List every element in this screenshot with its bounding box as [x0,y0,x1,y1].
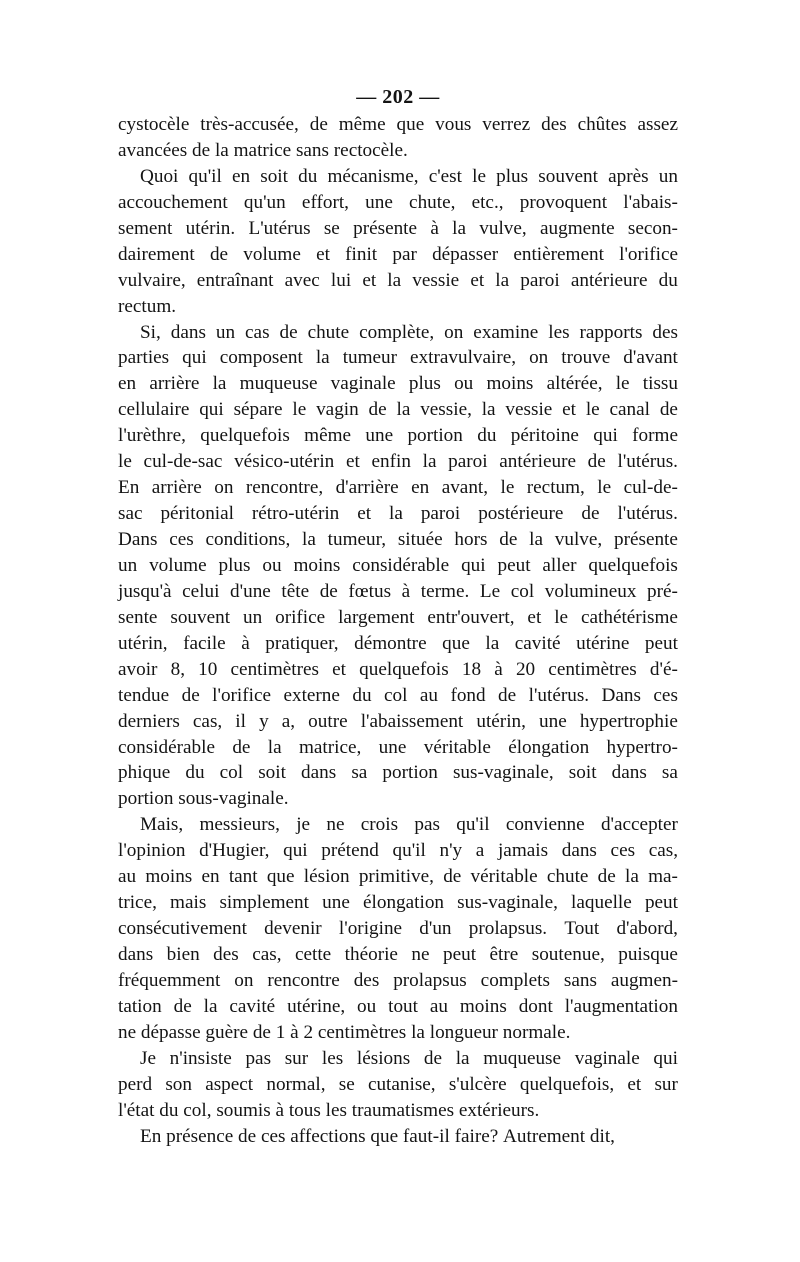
text-line: derniers cas, il y a, outre l'abaissement utérin, une hypertrophie [118,710,678,732]
text-line: l'état du col, soumis à tous les traumatismes extérieurs. [118,1099,540,1121]
text-line: trice, mais simplement une élongation sus-vaginale, laquelle peut [118,892,678,914]
text-line: un volume plus ou moins considérable qui peut aller quelquefois [118,554,678,576]
text-line: dans bien des cas, cette théorie ne peut être soutenue, puisque [118,944,678,965]
text-line: accouchement qu'un effort, une chute, etc., provoquent l'abais- [118,191,678,213]
text-line: sement utérin. L'utérus se présente à la vulve, augmente secon- [118,217,678,239]
text-line: Si, dans un cas de chute complète, on examine les rapports des [140,321,678,343]
text-line: Quoi qu'il en soit du mécanisme, c'est le plus souvent après un [140,165,678,187]
text-line: dairement de volume et finit par dépasser entièrement l'orifice [118,243,678,265]
text-line: l'opinion d'Hugier, qui prétend qu'il n'y a jamais dans ces cas, [118,840,678,862]
text-line: avoir 8, 10 centimètres et quelquefois 18 à 20 centimètres d'é- [118,658,678,680]
paragraph [118,320,678,813]
text-line: cellulaire qui sépare le vagin de la vessie, la vessie et le canal de [118,399,678,421]
paragraph [118,812,678,1045]
text-line: En arrière on rencontre, d'arrière en avant, le rectum, le cul-de- [118,477,678,499]
paragraph [118,164,678,320]
text-line: Dans ces conditions, la tumeur, située hors de la vulve, présente [118,529,678,550]
text-line: considérable de la matrice, une véritable élongation hypertro- [118,736,678,758]
text-line: vulvaire, entraînant avec lui et la vessie et la paroi antérieure du [118,269,678,291]
text-line: En présence de ces affections que faut-il faire? Autrement dit, [140,1125,615,1147]
text-line: Je n'insiste pas sur les lésions de la muqueuse vaginale qui [140,1047,678,1069]
text-line: sente souvent un orifice largement entr'ouvert, et le cathétérisme [118,606,678,628]
text-line: portion sous-vaginale. [118,788,289,810]
text-line: Mais, messieurs, je ne crois pas qu'il convienne d'accepter [140,814,678,836]
page-number: — 202 — [356,86,440,108]
text-line: cystocèle très-accusée, de même que vous verrez des chûtes assez [118,114,678,135]
text-line: utérin, facile à pratiquer, démontre que la cavité utérine peut [118,632,678,654]
text-line: en arrière la muqueuse vaginale plus ou moins altérée, le tissu [118,373,678,395]
text-line: rectum. [118,295,177,317]
text-line: ne dépasse guère de 1 à 2 centimètres la longueur normale. [118,1021,571,1043]
text-line: phique du col soit dans sa portion sus-vaginale, soit dans sa [118,762,678,784]
text-line: tendue de l'orifice externe du col au fond de l'utérus. Dans ces [118,684,678,706]
text-line: sac péritonial rétro-utérin et la paroi postérieure de l'utérus. [118,503,678,525]
text-body [118,112,678,1150]
book-page [118,82,678,1150]
text-line: fréquemment on rencontre des prolapsus complets sans augmen- [118,969,678,991]
paragraph [118,112,678,164]
text-line: le cul-de-sac vésico-utérin et enfin la paroi antérieure de l'utérus. [118,451,678,473]
text-line: perd son aspect normal, se cutanise, s'ulcère quelquefois, et sur [118,1073,678,1095]
text-line: parties qui composent la tumeur extravulvaire, on trouve d'avant [118,347,678,369]
paragraph [118,1124,678,1150]
text-line: au moins en tant que lésion primitive, de véritable chute de la ma- [118,866,678,888]
text-line: jusqu'à celui d'une tête de fœtus à terme. Le col volumineux pré- [118,580,678,602]
text-line: tation de la cavité utérine, ou tout au moins dont l'augmentation [118,995,678,1017]
text-line: consécutivement devenir l'origine d'un prolapsus. Tout d'abord, [118,918,678,940]
paragraph [118,1046,678,1124]
text-line: avancées de la matrice sans rectocèle. [118,139,408,161]
text-line: l'urèthre, quelquefois même une portion du péritoine qui forme [118,425,678,447]
